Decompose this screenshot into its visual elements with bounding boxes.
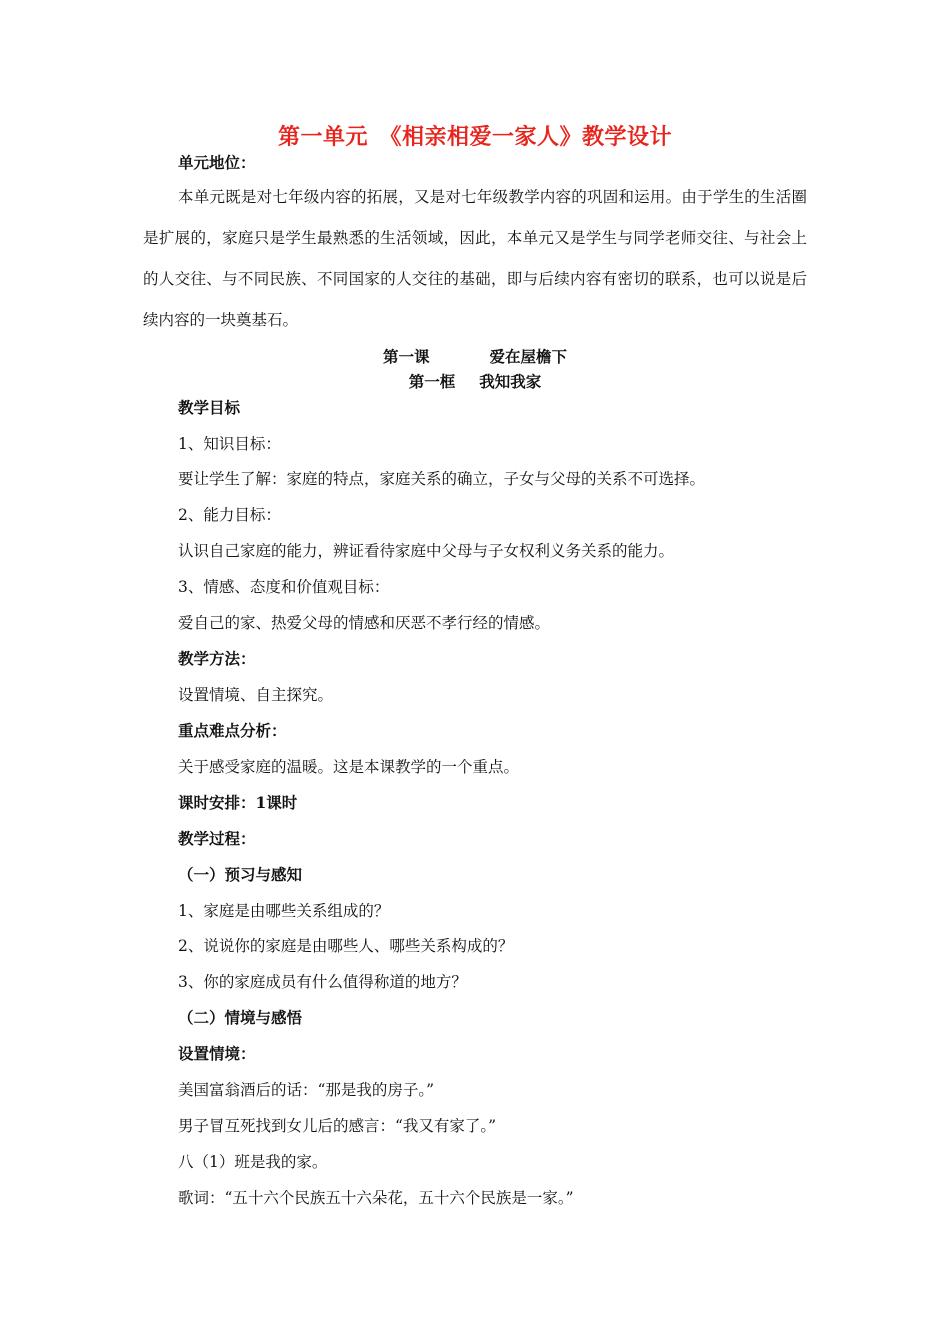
document-title: 第一单元 《相亲相爱一家人》教学设计 (277, 124, 672, 150)
frame-heading (0, 372, 950, 392)
unit-position-paragraph: 本单元既是对七年级内容的拓展，又是对七年级教学内容的巩固和运用。由于学生的生活圈是扩展的，家庭只是学生最熟悉的生活领域，因此，本单元又是学生与同学老师交往、与社会上的人交往、与不同民族、不同国家的人交往的基础，即与后续内容有密切的联系，也可以说是后续内容的一块奠基石。 (143, 188, 807, 329)
goal2-heading: 2、能力目标： (178, 506, 281, 524)
scene-heading: 设置情境： (178, 1044, 256, 1063)
frame-title: 我知我家 (479, 372, 542, 391)
scene-item-3: 八（1）班是我的家。 (178, 1153, 328, 1171)
lesson-title: 爱在屋檐下 (489, 347, 568, 366)
keypoint-heading: 重点难点分析： (178, 721, 287, 740)
goal3-heading: 3、情感、态度和价值观目标： (178, 578, 390, 596)
part1-heading: （一）预习与感知 (178, 865, 303, 884)
scene-item-2: 男子冒互死找到女儿后的感言：“我又有家了。” (178, 1117, 497, 1135)
goal1-heading: 1、知识目标： (178, 435, 281, 453)
question-1: 1、家庭是由哪些关系组成的？ (178, 902, 390, 920)
keypoint-text: 关于感受家庭的温暖。这是本课教学的一个重点。 (178, 758, 520, 776)
goal3-text: 爱自己的家、热爱父母的情感和厌恶不孝行经的情感。 (178, 614, 551, 632)
question-2: 2、说说你的家庭是由哪些人、哪些关系构成的？ (178, 937, 514, 955)
scene-item-4: 歌词：“五十六个民族五十六朵花，五十六个民族是一家。” (178, 1189, 574, 1207)
frame-number: 第一框 (408, 372, 456, 391)
unit-position-heading: 单元地位： (178, 153, 256, 172)
part2-heading: （二）情境与感悟 (178, 1008, 303, 1027)
hours-line: 课时安排：1课时 (178, 793, 298, 812)
method-text: 设置情境、自主探究。 (178, 686, 334, 704)
goal2-text: 认识自己家庭的能力，辨证看待家庭中父母与子女权利义务关系的能力。 (178, 542, 675, 560)
lesson-number: 第一课 (382, 347, 430, 366)
goal1-text: 要让学生了解：家庭的特点，家庭关系的确立，子女与父母的关系不可选择。 (178, 470, 706, 488)
method-heading: 教学方法： (178, 649, 256, 668)
goals-heading: 教学目标 (178, 398, 241, 417)
process-heading: 教学过程： (178, 829, 256, 848)
scene-item-1: 美国富翁酒后的话：“那是我的房子。” (178, 1081, 435, 1099)
question-3: 3、你的家庭成员有什么值得称道的地方？ (178, 973, 467, 991)
lesson-heading (0, 347, 950, 367)
